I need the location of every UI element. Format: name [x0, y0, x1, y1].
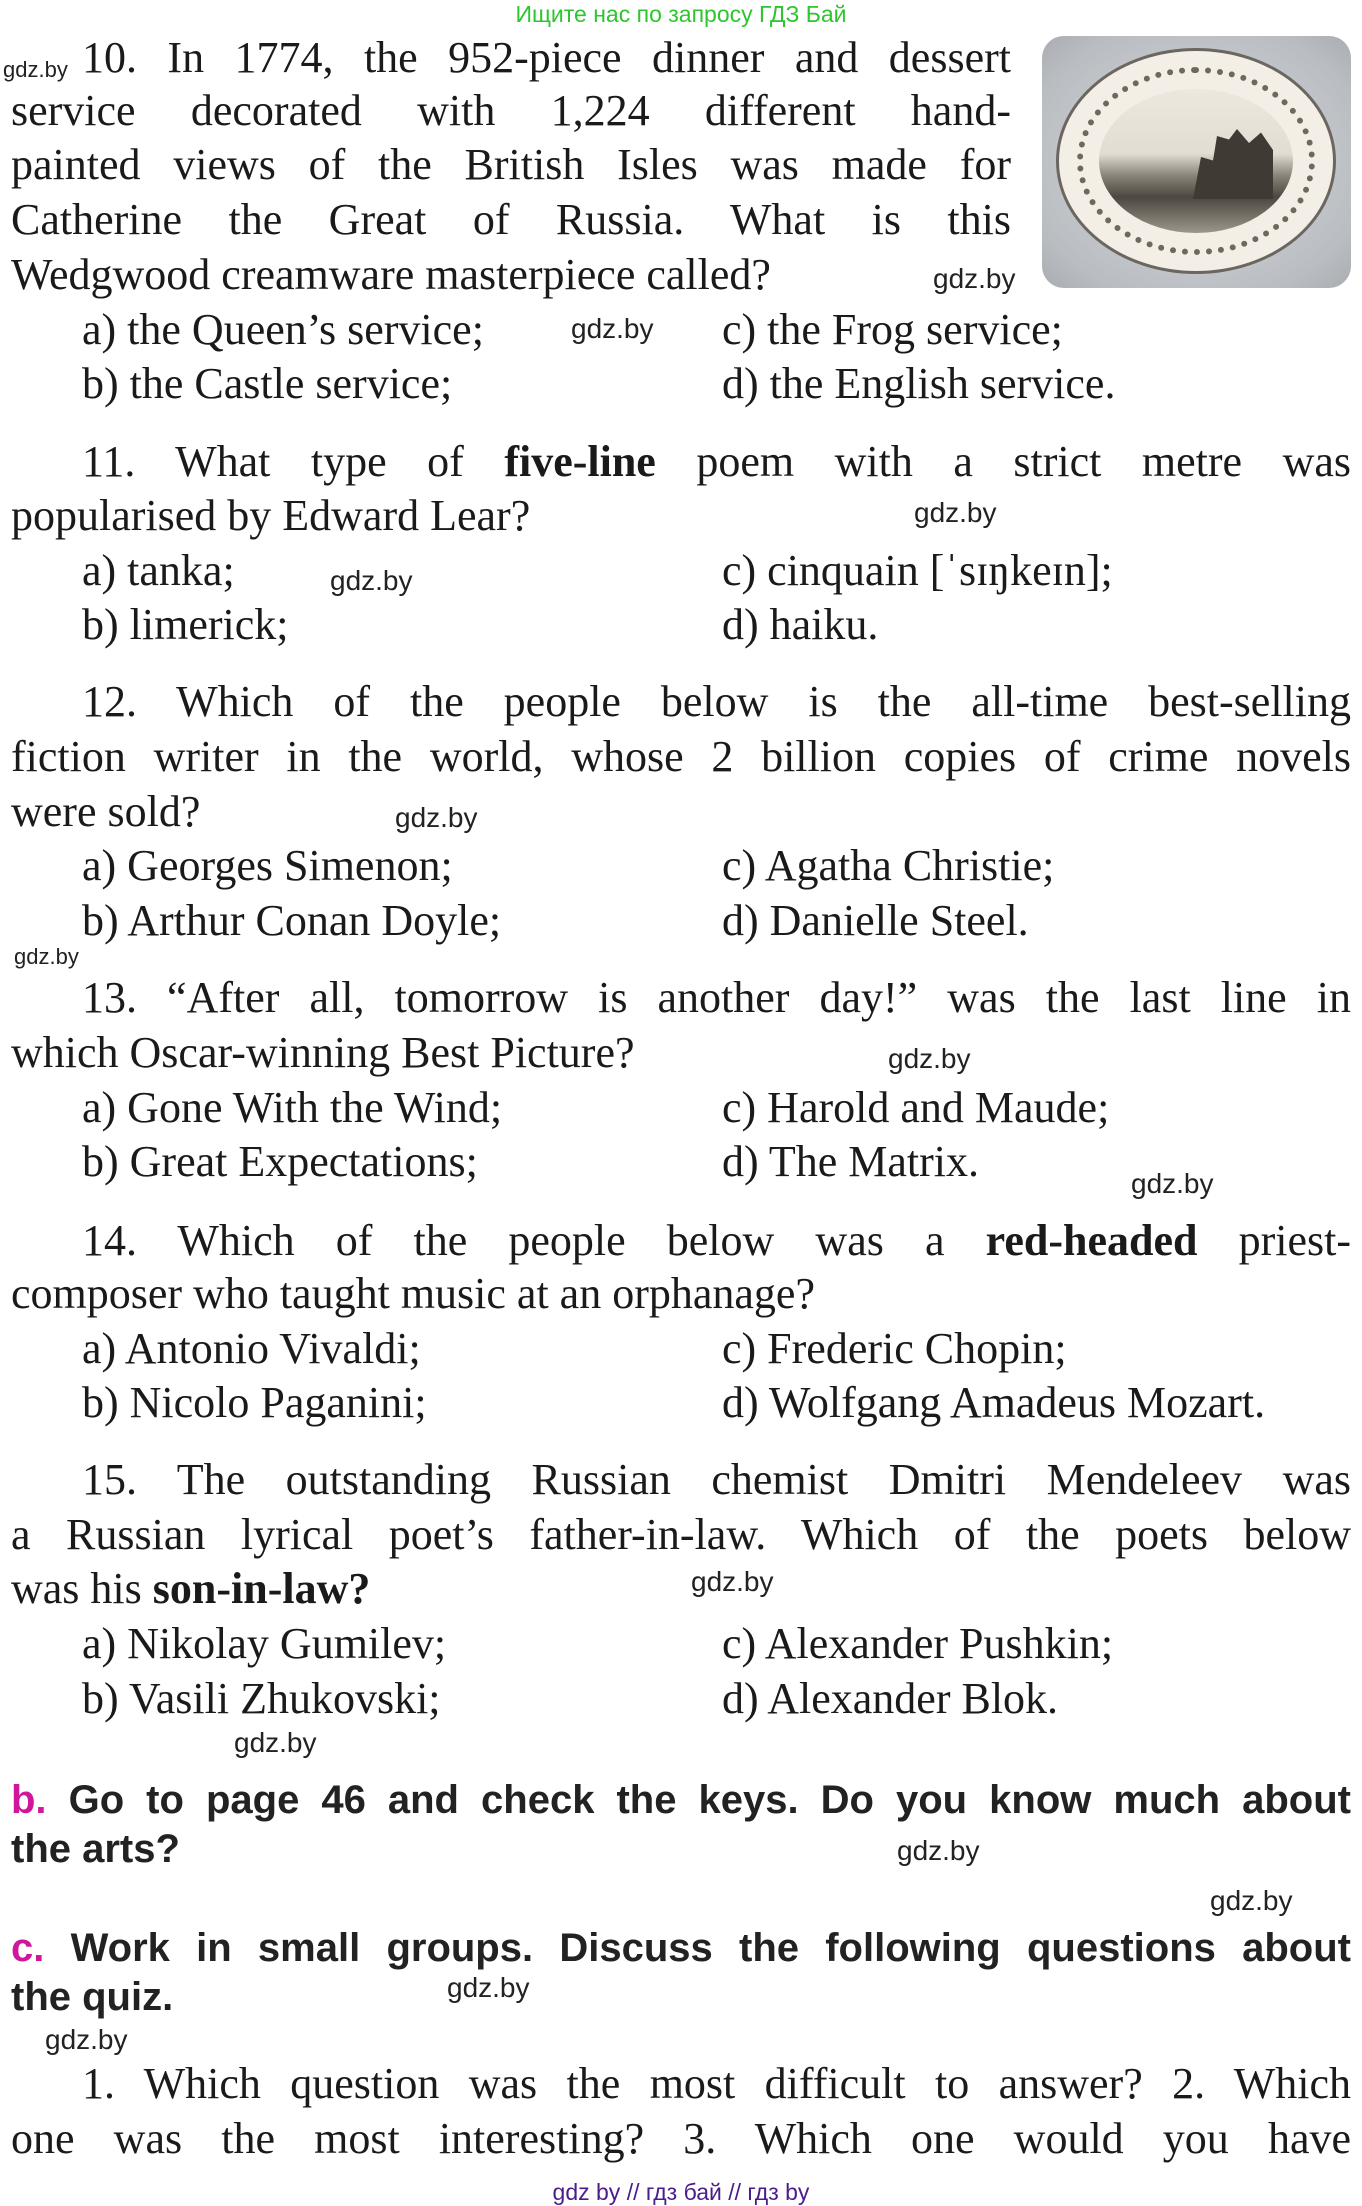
q11-bold-term: five-line — [504, 437, 656, 486]
option-12b: b) Arthur Conan Doyle; — [82, 896, 502, 945]
task-b-text: Go to page 46 and check the keys. Do you know much about — [68, 1778, 1351, 1822]
plate-image — [1042, 36, 1351, 288]
question-12-line: 12. Which of the people below is the all-time best-selling — [82, 677, 1351, 726]
search-banner[interactable]: Ищите нас по запросу ГДЗ Бай — [515, 1, 847, 27]
option-10a: a) the Queen’s service; — [82, 305, 484, 354]
option-11b: b) limerick; — [82, 600, 289, 649]
question-12-line: fiction writer in the world, whose 2 billion copies of crime novels — [11, 732, 1351, 781]
question-14-line: composer who taught music at an orphanage? — [11, 1269, 815, 1318]
footer-links[interactable]: gdz by // гдз бай // гдз by — [552, 2179, 810, 2205]
option-11c: c) cinquain [ˈsɪŋkeɪn]; — [722, 546, 1113, 595]
question-10-line: Catherine the Great of Russia. What is this — [11, 195, 1011, 244]
question-10-line: service decorated with 1,224 different hand- — [11, 86, 1011, 135]
question-15-line: 15. The outstanding Russian chemist Dmitri Mendeleev was — [82, 1455, 1351, 1504]
watermark: gdz.by — [1210, 1885, 1293, 1916]
plate — [1056, 48, 1336, 274]
option-14d: d) Wolfgang Amadeus Mozart. — [722, 1378, 1266, 1427]
option-11d: d) haiku. — [722, 600, 879, 649]
task-b-line — [11, 1773, 1351, 1827]
watermark: gdz.by — [888, 1043, 971, 1074]
option-13b: b) Great Expectations; — [82, 1137, 478, 1186]
option-14b: b) Nicolo Paganini; — [82, 1378, 427, 1427]
question-10-line: 10. In 1774, the 952-piece dinner and dessert — [82, 33, 1011, 82]
option-15d: d) Alexander Blok. — [722, 1674, 1059, 1723]
question-14-line — [82, 1214, 1351, 1268]
option-15a: a) Nikolay Gumilev; — [82, 1619, 447, 1668]
watermark: gdz.by — [914, 497, 997, 528]
question-13-line: which Oscar-winning Best Picture? — [11, 1028, 635, 1077]
task-c-line: the quiz. — [11, 1975, 174, 2019]
option-15b: b) Vasili Zhukovski; — [82, 1674, 441, 1723]
q15-text: was his — [11, 1564, 142, 1613]
question-10-line: painted views of the British Isles was made for — [11, 140, 1011, 189]
question-12-line: were sold? — [11, 787, 201, 836]
watermark: gdz.by — [691, 1566, 774, 1597]
q11-text: poem with a strict metre was — [696, 437, 1352, 486]
q15-bold-term: son-in-law? — [152, 1564, 371, 1613]
option-13d: d) The Matrix. — [722, 1137, 980, 1186]
watermark: gdz.by — [14, 944, 79, 969]
watermark: gdz.by — [1131, 1168, 1214, 1199]
option-12d: d) Danielle Steel. — [722, 896, 1029, 945]
option-10c: c) the Frog service; — [722, 305, 1063, 354]
watermark: gdz.by — [571, 313, 654, 344]
option-14c: c) Frederic Chopin; — [722, 1324, 1067, 1373]
question-13-line: 13. “After all, tomorrow is another day!” was the last line in — [82, 973, 1351, 1022]
option-13c: c) Harold and Maude; — [722, 1083, 1110, 1132]
watermark: gdz.by — [447, 1972, 530, 2003]
question-10-line: Wedgwood creamware masterpiece called? — [11, 250, 771, 299]
discussion-line: 1. Which question was the most difficult to answer? 2. Which — [82, 2059, 1351, 2108]
task-b-line: the arts? — [11, 1827, 180, 1871]
task-c-text: Work in small groups. Discuss the following questions about — [70, 1926, 1351, 1970]
option-14a: a) Antonio Vivaldi; — [82, 1324, 421, 1373]
watermark: gdz.by — [330, 565, 413, 596]
option-11a: a) tanka; — [82, 546, 235, 595]
question-11-line — [82, 435, 1351, 489]
option-12c: c) Agatha Christie; — [722, 841, 1055, 890]
watermark: gdz.by — [933, 263, 1016, 294]
q14-text: 14. Which of the people below was a — [82, 1216, 945, 1265]
task-c-letter: c. — [11, 1926, 45, 1970]
option-15c: c) Alexander Pushkin; — [722, 1619, 1114, 1668]
option-10b: b) the Castle service; — [82, 359, 453, 408]
watermark: gdz.by — [45, 2024, 128, 2055]
option-10d: d) the English service. — [722, 359, 1116, 408]
discussion-line: one was the most interesting? 3. Which one would you have — [11, 2114, 1351, 2163]
watermark: gdz.by — [897, 1835, 980, 1866]
task-c-line — [11, 1921, 1351, 1975]
q14-text: priest- — [1238, 1216, 1352, 1265]
watermark: gdz.by — [234, 1727, 317, 1758]
question-11-line: popularised by Edward Lear? — [11, 491, 531, 540]
option-13a: a) Gone With the Wind; — [82, 1083, 503, 1132]
question-15-line — [11, 1562, 370, 1616]
q14-bold-term: red-headed — [985, 1216, 1198, 1265]
watermark: gdz.by — [395, 802, 478, 833]
question-15-line: a Russian lyrical poet’s father-in-law. Which of the poets below — [11, 1510, 1351, 1559]
option-12a: a) Georges Simenon; — [82, 841, 453, 890]
castle-drawing — [1193, 129, 1273, 199]
task-b-letter: b. — [11, 1778, 47, 1822]
plate-castle-scene — [1099, 89, 1293, 233]
watermark: gdz.by — [3, 57, 68, 82]
q11-text: 11. What type of — [82, 437, 464, 486]
